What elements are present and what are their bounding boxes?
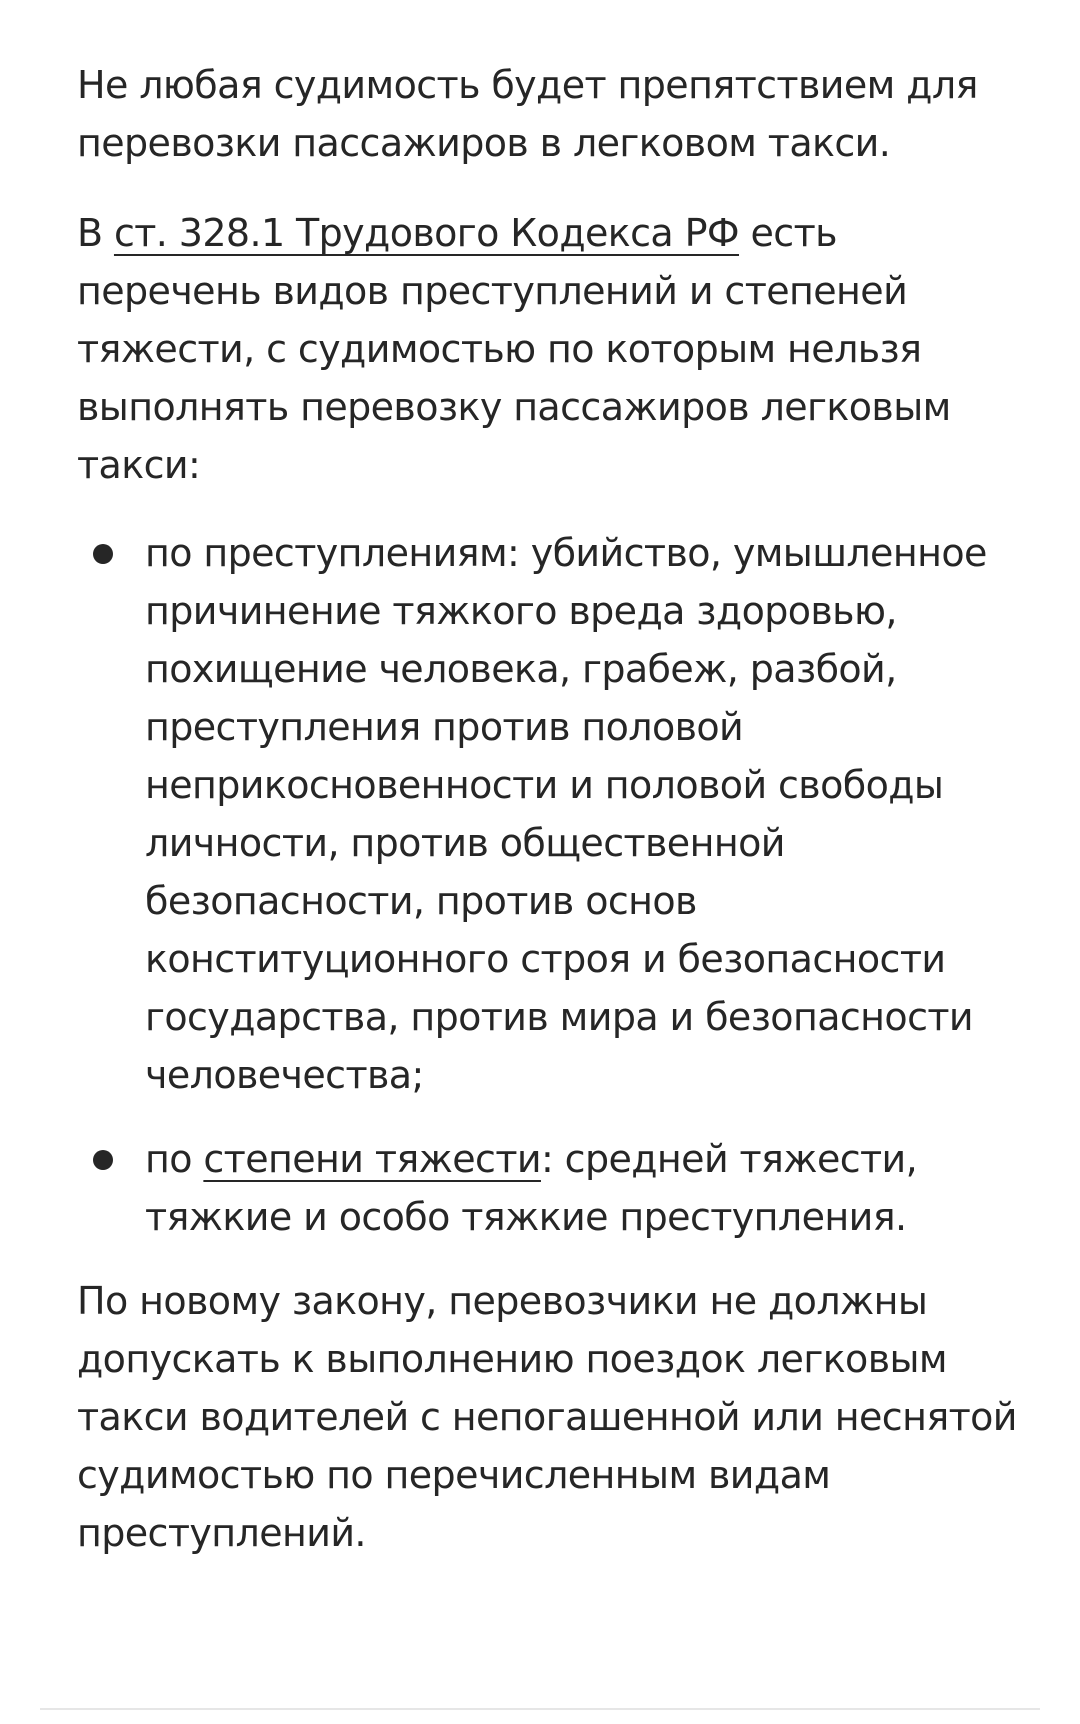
crime-types-text: по преступлениям: убийство, умышленное причинение тяжкого вреда здоровью, похищение человека, грабеж, разбой, преступления против половой неприкосновенности и половой свободы личности, против общественной безопасности, против основ конституционного строя и безопасности государства, против мира и безопасности человечества; xyxy=(145,531,987,1097)
law-reference-paragraph xyxy=(77,204,1017,494)
bottom-divider xyxy=(40,1708,1040,1710)
bullet-icon xyxy=(93,1150,113,1170)
law-reference-prefix: В xyxy=(77,211,114,255)
list-item xyxy=(77,1130,1017,1246)
labor-code-article-link[interactable]: ст. 328.1 Трудового Кодекса РФ xyxy=(113,211,740,255)
severity-prefix: по xyxy=(145,1137,204,1181)
new-law-paragraph: По новому закону, перевозчики не должны допускать к выполнению поездок легковым такси водителей с непогашенной или неснятой судимостью по перечисленным видам преступлений. xyxy=(77,1279,1017,1555)
severity-suffix: : средней тяжести, тяжкие и особо тяжкие преступления. xyxy=(145,1137,918,1239)
intro-paragraph: Не любая судимость будет препятствием для перевозки пассажиров в легковом такси. xyxy=(77,63,978,165)
list-item xyxy=(77,524,1017,1104)
law-reference-suffix: есть перечень видов преступлений и степеней тяжести, с судимостью по которым нельзя выполнять перевозку пассажиров легковым такси: xyxy=(77,211,951,487)
severity-degree-link[interactable]: степени тяжести xyxy=(203,1137,541,1181)
crime-criteria-list xyxy=(77,524,1017,1246)
article-body xyxy=(77,56,1017,1562)
bullet-icon xyxy=(93,544,113,564)
